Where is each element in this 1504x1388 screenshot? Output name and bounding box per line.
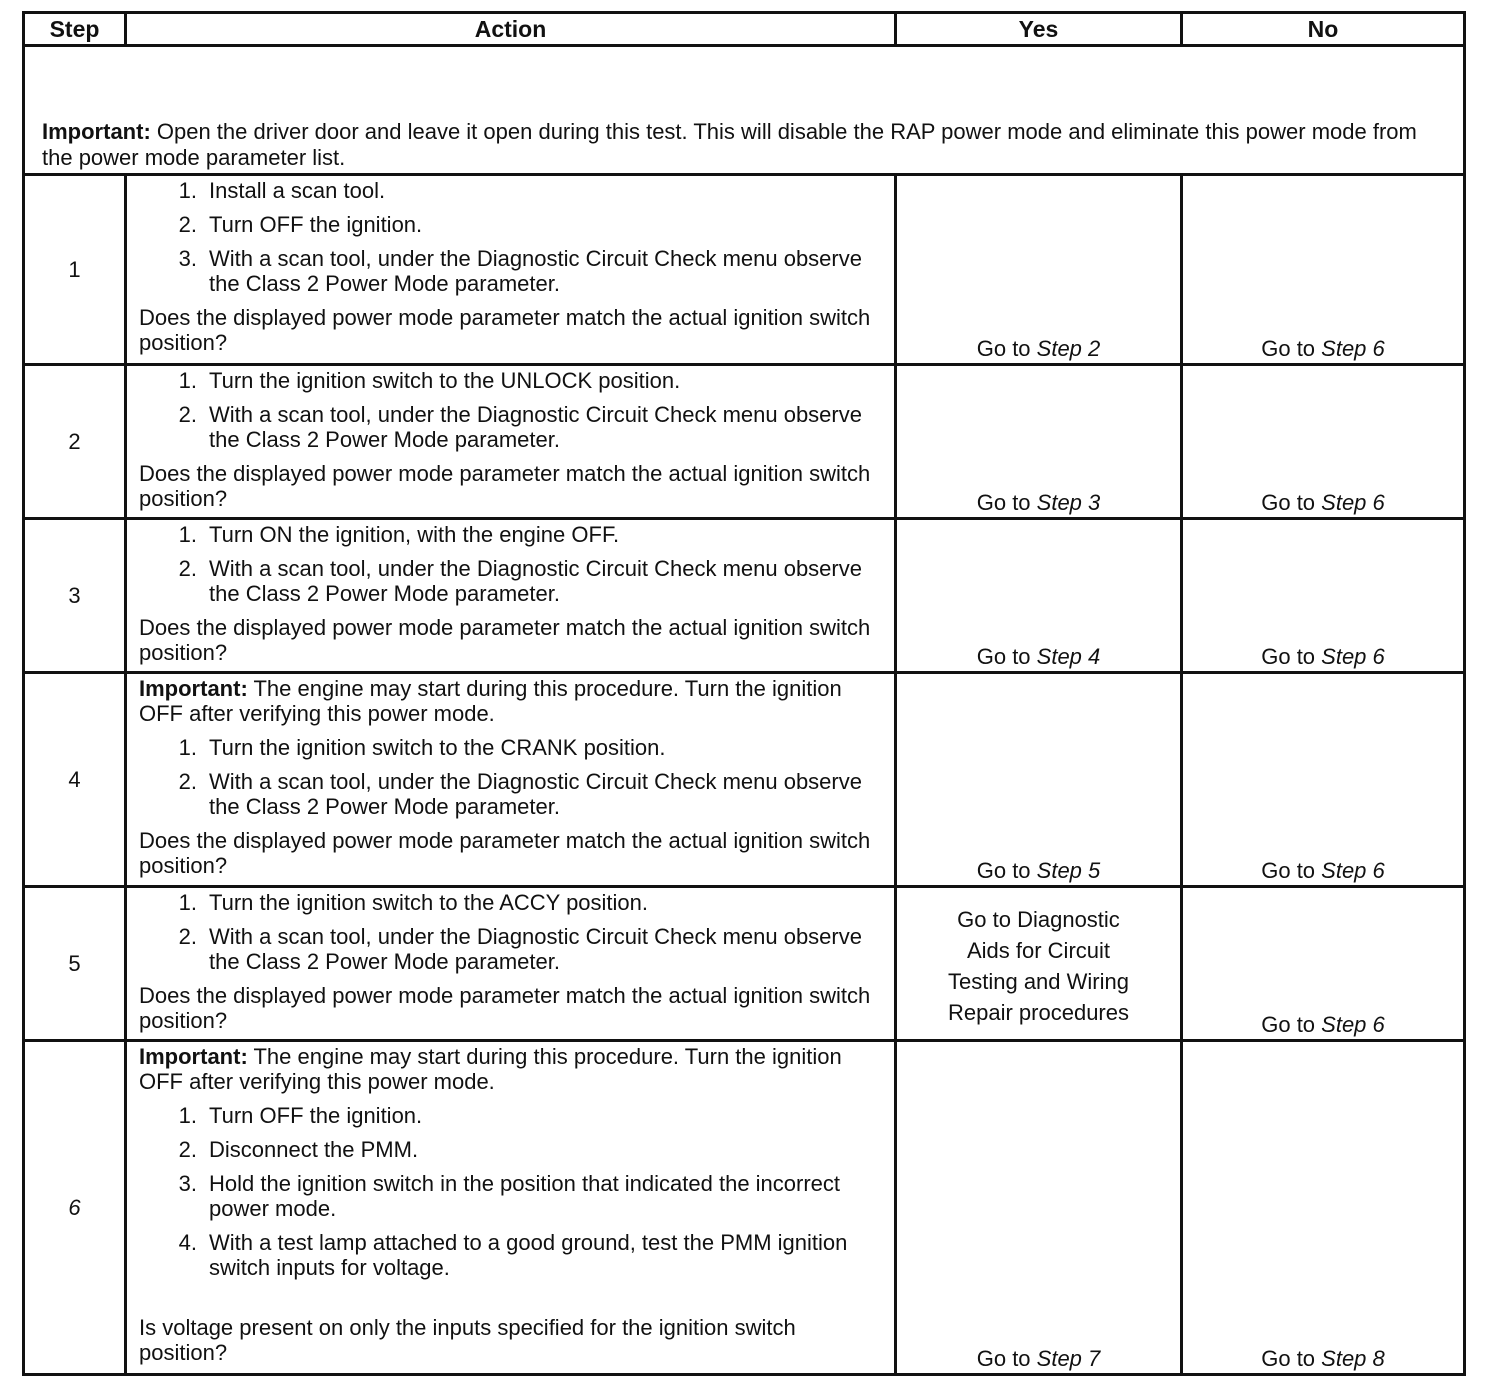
no-result: Go to Step 8 (1182, 1041, 1465, 1375)
header-row (24, 13, 1465, 46)
important-label: Important: (139, 676, 248, 701)
table-row (24, 673, 1465, 887)
action-list (139, 735, 884, 819)
step-link: Step 7 (1036, 1346, 1101, 1371)
important-note: Important: The engine may start during this procedure. Turn the ignition OFF after verifying this power mode. (139, 676, 842, 726)
list-item: 2. With a scan tool, under the Diagnostic Circuit Check menu observe the Class 2 Power Mode parameter. (178, 556, 862, 606)
list-item: 2. Disconnect the PMM. (178, 1137, 419, 1162)
yes-result: Go to Step 4 (896, 519, 1182, 673)
step-link: Step 6 (1321, 336, 1385, 361)
step-link: Step 6 (1321, 490, 1385, 515)
no-result: Go to Step 6 (1182, 519, 1465, 673)
intro-row (24, 46, 1465, 175)
step-number: 4 (24, 673, 126, 887)
header-action: Action (126, 13, 896, 46)
header-step: Step (24, 13, 126, 46)
table-row (24, 519, 1465, 673)
yes-result: Go to Diagnostic Aids for Circuit Testing and Wiring Repair procedures (896, 887, 1182, 1041)
yes-result: Go to Step 7 (896, 1041, 1182, 1375)
step-number: 1 (24, 175, 126, 365)
question-text: Does the displayed power mode parameter match the actual ignition switch position? (139, 828, 871, 878)
list-item: 3. With a scan tool, under the Diagnostic Circuit Check menu observe the Class 2 Power Mode parameter. (178, 246, 862, 296)
header-no: No (1182, 13, 1465, 46)
action-cell (126, 673, 896, 887)
list-item: 4. With a test lamp attached to a good ground, test the PMM ignition switch inputs for voltage. (178, 1230, 848, 1280)
important-note: Important: The engine may start during this procedure. Turn the ignition OFF after verifying this power mode. (139, 1044, 842, 1094)
action-cell (126, 519, 896, 673)
no-result: Go to Step 6 (1182, 175, 1465, 365)
no-result: Go to Step 6 (1182, 673, 1465, 887)
action-list (139, 178, 884, 296)
table-row (24, 1041, 1465, 1375)
step-link: Step 2 (1036, 336, 1101, 361)
yes-result: Go to Step 5 (896, 673, 1182, 887)
table-row (24, 365, 1465, 519)
table-row (24, 175, 1465, 365)
step-number: 5 (24, 887, 126, 1041)
step-link: Step 4 (1036, 644, 1101, 669)
list-item: 1. Turn ON the ignition, with the engine OFF. (178, 522, 620, 547)
question-text: Does the displayed power mode parameter match the actual ignition switch position? (139, 461, 871, 511)
step-link: Step 6 (1321, 644, 1385, 669)
list-item: 1. Turn the ignition switch to the UNLOCK position. (178, 368, 681, 393)
list-item: 2. With a scan tool, under the Diagnostic Circuit Check menu observe the Class 2 Power Mode parameter. (178, 769, 862, 819)
list-item: 1. Turn OFF the ignition. (178, 1103, 423, 1128)
step-number: 3 (24, 519, 126, 673)
yes-result: Go to Step 2 (896, 175, 1182, 365)
action-cell (126, 887, 896, 1041)
question-text: Is voltage present on only the inputs specified for the ignition switch position? (139, 1315, 796, 1365)
step-link: Step 6 (1321, 858, 1385, 883)
action-list (139, 1103, 884, 1280)
no-result: Go to Step 6 (1182, 365, 1465, 519)
list-item: 2. Turn OFF the ignition. (178, 212, 423, 237)
question-text: Does the displayed power mode parameter match the actual ignition switch position? (139, 615, 871, 665)
yes-result: Go to Step 3 (896, 365, 1182, 519)
step-link: Step 8 (1321, 1346, 1385, 1371)
question-text: Does the displayed power mode parameter match the actual ignition switch position? (139, 305, 871, 355)
list-item: 1. Turn the ignition switch to the CRANK position. (178, 735, 666, 760)
step-number: 2 (24, 365, 126, 519)
question-text: Does the displayed power mode parameter match the actual ignition switch position? (139, 983, 871, 1033)
list-item: 3. Hold the ignition switch in the position that indicated the incorrect power mode. (178, 1171, 841, 1221)
action-list (139, 890, 884, 974)
intro-note (24, 46, 1465, 175)
diagnostic-table (22, 11, 1466, 1376)
header-yes: Yes (896, 13, 1182, 46)
step-link: Step 3 (1036, 490, 1101, 515)
table-row (24, 887, 1465, 1041)
action-cell (126, 1041, 896, 1375)
intro-text: Open the driver door and leave it open during this test. This will disable the RAP power mode and eliminate this power mode from the power mode parameter list. (42, 119, 1417, 170)
action-list (139, 522, 884, 606)
important-label: Important: (139, 1044, 248, 1069)
step-number: 6 (24, 1041, 126, 1375)
list-item: 2. With a scan tool, under the Diagnostic Circuit Check menu observe the Class 2 Power Mode parameter. (178, 402, 862, 452)
list-item: 1. Install a scan tool. (178, 178, 386, 203)
list-item: 2. With a scan tool, under the Diagnostic Circuit Check menu observe the Class 2 Power Mode parameter. (178, 924, 862, 974)
action-list (139, 368, 884, 452)
list-item: 1. Turn the ignition switch to the ACCY position. (178, 890, 649, 915)
action-cell (126, 365, 896, 519)
intro-important-label: Important: (42, 119, 151, 144)
no-result: Go to Step 6 (1182, 887, 1465, 1041)
step-link: Step 5 (1036, 858, 1101, 883)
action-cell (126, 175, 896, 365)
step-link: Step 6 (1321, 1012, 1385, 1037)
